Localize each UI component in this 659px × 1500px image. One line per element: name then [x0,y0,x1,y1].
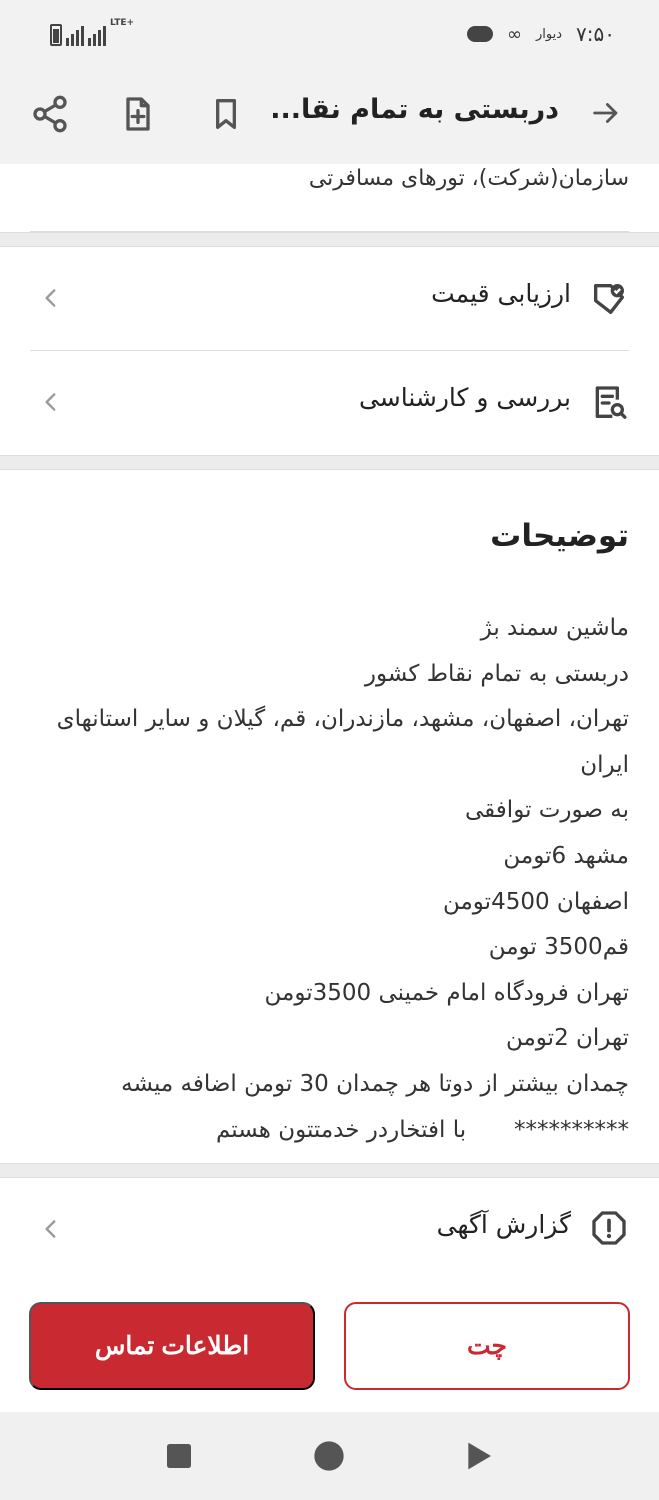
description-line: اصفهان 4500تومن [442,888,629,915]
chevron-left-icon [38,285,64,311]
signal-icon [66,26,84,46]
description-line: ایران [580,751,629,778]
section-gap [0,455,659,470]
description-line: دربستی به تمام نقاط کشور [364,660,629,687]
status-time: ۷:۵۰ [576,22,615,46]
report-row[interactable] [0,1178,659,1278]
description-last-line [30,1108,629,1154]
description-closing: با افتخاردر خدمتتون هستم [216,1116,467,1143]
inspection-row[interactable] [0,351,659,455]
bookmark-icon[interactable] [206,94,246,134]
inspection-icon [589,383,629,423]
description-body [30,606,629,1153]
system-nav-bar [0,1412,659,1500]
chevron-left-icon [38,1216,64,1242]
back-icon[interactable] [463,1440,495,1472]
inspection-label: بررسی و کارشناسی [358,383,571,412]
status-bar [0,0,659,64]
description-line: به صورت توافقی [465,797,629,824]
app-bar [0,64,659,164]
description-line: ماشین سمند بژ [480,615,629,641]
share-icon[interactable] [30,94,70,134]
status-left [50,18,135,46]
status-app-name: دیوار [536,26,563,42]
description-section [0,470,659,1163]
battery-icon [50,24,62,46]
arrow-right-icon[interactable] [589,96,623,130]
price-evaluation-label: ارزیابی قیمت [431,279,571,308]
add-note-icon[interactable] [118,94,158,134]
page-title: دربستی به تمام نقا... [270,94,559,125]
recent-apps-icon[interactable] [163,1440,195,1472]
description-title: توضیحات [490,518,629,554]
home-icon[interactable] [313,1440,345,1472]
gamepad-icon [467,26,493,42]
tags-text: سازمان(شرکت)، تورهای مسافرتی [308,166,629,191]
chat-button[interactable]: چت [344,1302,630,1390]
chevron-left-icon [38,389,64,415]
description-line: چمدان بیشتر از دوتا هر چمدان 30 تومن اضافه میشه [121,1070,629,1097]
description-line: تهران فرودگاه امام خمینی 3500تومن [264,979,629,1006]
description-line: مشهد 6تومن [503,842,629,869]
action-bar [0,1278,659,1412]
tags-section [0,164,659,232]
status-right [467,22,615,46]
signal-2-icon [88,26,106,46]
description-stars: ********** [514,1116,629,1143]
infinity-icon: ∞ [507,23,523,45]
description-line: تهران، اصفهان، مشهد، مازندران، قم، گیلان و سایر استانهای [56,706,629,733]
price-evaluation-row[interactable] [0,247,659,351]
section-gap [0,1163,659,1178]
price-tag-icon [589,279,629,319]
report-label: گزارش آگهی [436,1210,571,1239]
section-gap [0,232,659,247]
contact-info-button[interactable]: اطلاعات تماس [29,1302,315,1390]
description-line: تهران 2تومن [505,1025,629,1052]
alert-octagon-icon [589,1208,629,1248]
description-line: قم3500 تومن [488,934,629,961]
network-type: LTE+ [110,18,135,28]
